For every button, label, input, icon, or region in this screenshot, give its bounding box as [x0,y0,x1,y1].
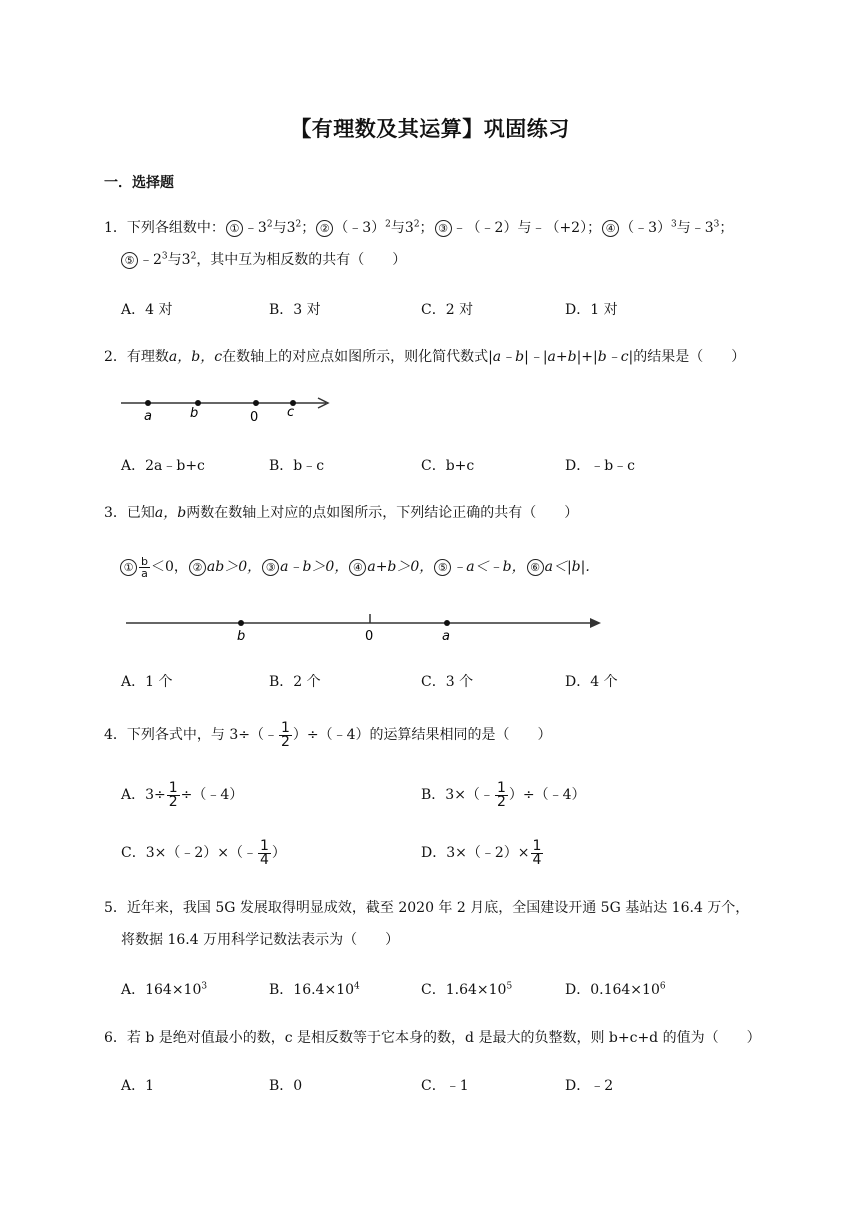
statement-6: a＜|b|. [544,559,590,575]
q1-item-3: ﹣（﹣2）与﹣（+2）； [452,220,602,236]
exponent: 5 [506,981,513,992]
label-b: b [190,406,199,421]
option-text: A．3÷ [121,787,166,803]
q2-text: 的结果是（ ） [633,349,746,365]
q3-vars: a，b [154,505,187,521]
q1-option-b: B．3 对 [269,302,321,318]
label-c: c [287,405,295,420]
option-text: ）÷（﹣4） [508,787,586,803]
point-b [238,620,244,626]
fraction [167,779,180,810]
q5-option-d [565,980,666,1000]
q2-vars: a，b，c [168,349,223,365]
label-a: a [442,629,450,644]
numerator: 1 [281,719,290,736]
separator: ； [301,220,316,236]
q3-option-a: A．1 个 [121,674,173,690]
fraction-b-over-a [139,556,150,579]
label-a: a [144,409,152,424]
exponent: 2 [190,251,197,262]
q1-question-end: ，其中互为相反数的共有（ ） [196,252,407,268]
point-a [145,400,151,406]
option-text: D．0.164×10 [565,982,660,998]
statement-2: ab＞0， [206,559,262,575]
numerator: 1 [532,837,542,854]
arrow-head [590,618,601,628]
question-4 [104,719,552,751]
separator: ； [419,220,434,236]
circled-number-1: ① [120,559,137,576]
denominator: 4 [532,851,542,868]
exponent: 6 [659,981,666,992]
numerator: 1 [496,779,506,796]
separator: ； [719,220,734,236]
option-text: C．1.64×10 [421,982,507,998]
option-text: B．16.4×10 [269,982,355,998]
circled-number-5: ⑤ [121,252,138,269]
q4-option-a [121,779,243,811]
statement-5: ﹣a＜﹣b， [452,559,526,575]
q3-option-c: C．3 个 [421,674,474,690]
q1-item-1b: 与3 [272,220,296,236]
option-text: D．3×（﹣2）× [421,845,530,861]
circled-number-5: ⑤ [434,559,451,576]
denominator: 2 [281,733,290,750]
q5-option-b [269,980,360,1000]
fraction-one-half [279,719,292,750]
q2-text: 在数轴上的对应点如图所示，则化简代数式| [222,349,493,365]
circled-number-4: ④ [602,220,619,237]
q4-option-d [421,837,544,869]
fraction [495,779,508,810]
circled-number-1: ① [226,220,243,237]
q6-option-b: B．0 [269,1078,303,1094]
q2-expression: a﹣b|﹣|a+b|+|b﹣c| [492,349,634,365]
q1-option-d: D．1 对 [565,302,618,318]
q6-option-a: A．1 [121,1078,155,1094]
q2-option-d: D．﹣b﹣c [565,458,636,474]
q3-option-b: B．2 个 [269,674,321,690]
q1-item-1: ﹣3 [243,220,267,236]
q5-option-c [421,980,512,1000]
statement-3: a﹣b＞0， [280,559,349,575]
denominator: 4 [260,851,269,868]
exponent: 2 [266,219,273,230]
q3-number-line [120,608,610,644]
fraction [258,837,271,868]
q2-option-c: C．b+c [421,458,475,474]
exponent: 2 [295,219,302,230]
q1-option-c: C．2 对 [421,302,474,318]
q6-option-c: C．﹣1 [421,1078,469,1094]
label-zero: 0 [365,629,374,644]
exponent: 3 [713,219,720,230]
question-1-line-1 [104,218,733,238]
exponent: 3 [161,251,168,262]
page-title: 【有理数及其运算】巩固练习 [290,117,570,141]
q3-text: 两数在数轴上对应的点如图所示，下列结论正确的共有（ ） [186,505,579,521]
q4-text: ）÷（﹣4）的运算结果相同的是（ ） [292,727,552,743]
exponent: 2 [385,219,391,230]
q2-number-line [118,392,338,424]
statement-4: a+b＞0， [367,559,434,575]
denominator: 2 [496,793,506,810]
numerator: 1 [260,837,269,854]
q4-text: 4．下列各式中，与 3÷（﹣ [104,727,278,743]
q6-option-d: D．﹣2 [565,1078,614,1094]
option-text: ÷（﹣4） [180,787,244,803]
q1-item-2b: 与3 [390,220,414,236]
option-text: C．3×（﹣2）×（﹣ [121,845,257,861]
circled-number-3: ③ [262,559,279,576]
exponent: 2 [413,219,420,230]
q1-item-4: （﹣3） [620,220,672,236]
q3-statements [119,551,590,583]
q3-option-d: D．4 个 [565,674,618,690]
numerator: 1 [168,779,178,796]
label-zero: 0 [250,410,259,424]
q3-text: 3．已知 [104,505,155,521]
section-heading: 一．选择题 [104,175,174,191]
q2-text: 2．有理数 [104,349,169,365]
q2-option-a: A．2a﹣b+c [121,458,205,474]
exponent: 3 [671,219,677,230]
circled-number-3: ③ [435,220,452,237]
question-5-line-1: 5．近年来，我国 5G 发展取得明显成效，截至 2020 年 2 月底，全国建设开通 5G 基站达 16.4 万个， [104,900,750,916]
statement-1: ＜0， [150,559,188,575]
q1-item-2: （﹣3） [334,220,386,236]
question-5-line-2: 将数据 16.4 万用科学记数法表示为（ ） [121,932,400,948]
q1-item-4b: 与﹣3 [676,220,714,236]
q1-prefix: 1．下列各组数中： [104,220,225,236]
denominator: a [141,566,148,580]
exponent: 4 [354,981,360,992]
fraction [531,837,544,868]
option-text: A．164×10 [121,982,202,998]
option-text: ） [271,845,286,861]
q5-option-a [121,980,207,1000]
q1-item-5: ﹣2 [139,252,162,268]
question-6: 6．若 b 是绝对值最小的数，c 是相反数等于它本身的数，d 是最大的负整数，则 b+c+d 的值为（ ） [104,1030,761,1046]
denominator: 2 [168,793,178,810]
circled-number-6: ⑥ [527,559,544,576]
question-2 [104,347,745,367]
circled-number-2: ② [189,559,206,576]
q4-option-b [421,779,586,811]
question-3 [104,503,578,523]
label-b: b [237,629,246,644]
q2-option-b: B．b﹣c [269,458,325,474]
point-a [444,620,450,626]
circled-number-2: ② [316,220,333,237]
point-zero [253,400,259,406]
q1-item-5b: 与3 [167,252,191,268]
exponent: 3 [201,981,208,992]
numerator: b [141,554,148,568]
q1-option-a: A．4 对 [121,302,173,318]
q4-option-c [121,837,286,869]
circled-number-4: ④ [349,559,366,576]
question-1-line-2 [120,250,406,270]
option-text: B．3×（﹣ [421,787,494,803]
